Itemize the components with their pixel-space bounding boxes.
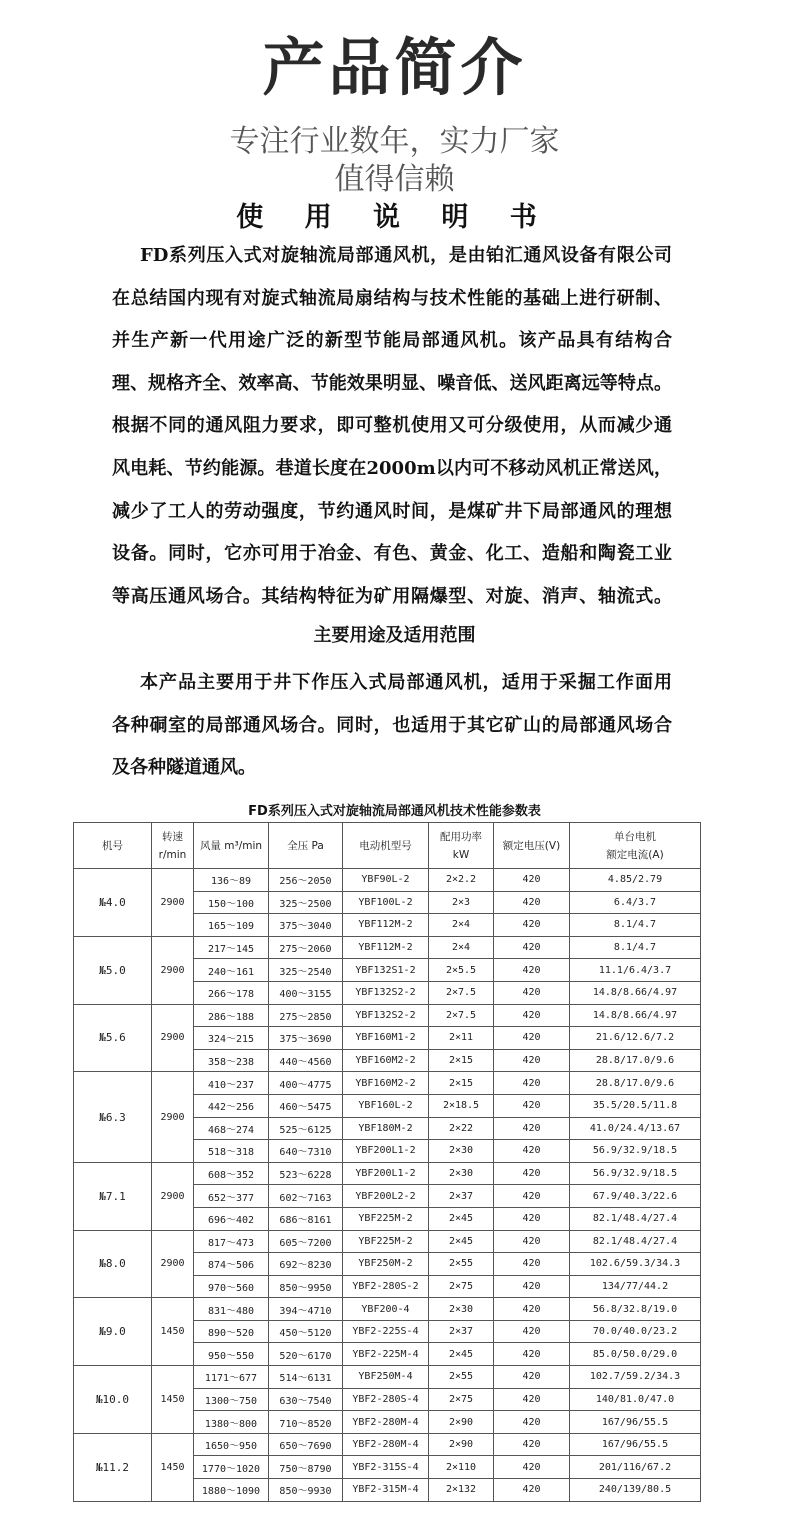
cell-airflow: 817～473 [194,1230,269,1253]
cell-pressure: 630～7540 [269,1388,343,1411]
cell-speed: 2900 [152,936,194,1004]
cell-voltage: 420 [494,1253,570,1276]
spec-table [73,822,701,1502]
cell-pressure: 710～8520 [269,1411,343,1434]
cell-model: №5.0 [74,936,152,1004]
cell-current: 140/81.0/47.0 [570,1388,701,1411]
cell-current: 134/77/44.2 [570,1275,701,1298]
cell-pressure: 400～3155 [269,981,343,1004]
cell-current: 56.8/32.8/19.0 [570,1298,701,1321]
cell-voltage: 420 [494,1162,570,1185]
cell-current: 14.8/8.66/4.97 [570,1004,701,1027]
table-row [74,1298,701,1321]
cell-motor: YBF2-315M-4 [343,1479,429,1502]
cell-motor: YBF200L2-2 [343,1185,429,1208]
cell-pressure: 520～6170 [269,1343,343,1366]
cell-current: 82.1/48.4/27.4 [570,1230,701,1253]
cell-pressure: 514～6131 [269,1366,343,1389]
cell-pressure: 400～4775 [269,1072,343,1095]
cell-motor: YBF112M-2 [343,914,429,937]
cell-pressure: 275～2060 [269,936,343,959]
header-pressure: 全压 Pa [269,823,343,869]
cell-power: 2×132 [429,1479,494,1502]
cell-power: 2×30 [429,1162,494,1185]
cell-voltage: 420 [494,1479,570,1502]
cell-power: 2×30 [429,1140,494,1163]
cell-pressure: 375～3040 [269,914,343,937]
cell-airflow: 874～506 [194,1253,269,1276]
cell-airflow: 136～89 [194,869,269,892]
cell-power: 2×4 [429,914,494,937]
table-row [74,1162,701,1185]
cell-pressure: 450～5120 [269,1320,343,1343]
cell-voltage: 420 [494,1185,570,1208]
table-row [74,1230,701,1253]
cell-airflow: 324～215 [194,1027,269,1050]
cell-power: 2×7.5 [429,1004,494,1027]
cell-airflow: 442～256 [194,1094,269,1117]
usage-paragraph [112,662,672,790]
intro-line: FD系列压入式对旋轴流局部通风机，是由铂汇通风设备有限公司 [140,245,672,266]
cell-airflow: 165～109 [194,914,269,937]
cell-speed: 2900 [152,1230,194,1298]
cell-power: 2×5.5 [429,959,494,982]
table-header-row [74,823,701,869]
cell-motor: YBF160M2-2 [343,1072,429,1095]
cell-pressure: 525～6125 [269,1117,343,1140]
cell-voltage: 420 [494,1049,570,1072]
cell-motor: YBF100L-2 [343,891,429,914]
cell-airflow: 890～520 [194,1320,269,1343]
cell-motor: YBF160L-2 [343,1094,429,1117]
cell-power: 2×75 [429,1388,494,1411]
cell-airflow: 240～161 [194,959,269,982]
cell-airflow: 970～560 [194,1275,269,1298]
header-voltage: 额定电压(V) [494,823,570,869]
cell-power: 2×37 [429,1320,494,1343]
cell-current: 201/116/67.2 [570,1456,701,1479]
cell-power: 2×55 [429,1366,494,1389]
cell-pressure: 440～4560 [269,1049,343,1072]
cell-power: 2×55 [429,1253,494,1276]
cell-power: 2×37 [429,1185,494,1208]
cell-speed: 2900 [152,1162,194,1230]
cell-voltage: 420 [494,891,570,914]
cell-voltage: 420 [494,1072,570,1095]
cell-airflow: 266～178 [194,981,269,1004]
cell-airflow: 217～145 [194,936,269,959]
cell-airflow: 831～480 [194,1298,269,1321]
cell-power: 2×90 [429,1433,494,1456]
cell-motor: YBF2-225M-4 [343,1343,429,1366]
cell-power: 2×45 [429,1343,494,1366]
cell-motor: YBF160M2-2 [343,1049,429,1072]
usage-line: 各种硐室的局部通风场合。同时，也适用于其它矿山的局部通风场合 [112,714,672,736]
usage-heading: 主要用途及适用范围 [313,625,476,646]
cell-airflow: 1380～800 [194,1411,269,1434]
cell-motor: YBF132S2-2 [343,1004,429,1027]
cell-airflow: 468～274 [194,1117,269,1140]
cell-pressure: 394～4710 [269,1298,343,1321]
cell-current: 102.7/59.2/34.3 [570,1366,701,1389]
cell-voltage: 420 [494,1094,570,1117]
cell-motor: YBF132S2-2 [343,981,429,1004]
cell-current: 240/139/80.5 [570,1479,701,1502]
slogan-line-2: 值得信赖 [334,162,455,197]
cell-pressure: 460～5475 [269,1094,343,1117]
cell-voltage: 420 [494,1388,570,1411]
cell-current: 82.1/48.4/27.4 [570,1207,701,1230]
cell-power: 2×75 [429,1275,494,1298]
cell-current: 41.0/24.4/13.67 [570,1117,701,1140]
cell-voltage: 420 [494,936,570,959]
header-speed: 转速 r/min [152,823,194,869]
cell-model: №7.1 [74,1162,152,1230]
cell-power: 2×7.5 [429,981,494,1004]
cell-airflow: 518～318 [194,1140,269,1163]
cell-pressure: 275～2850 [269,1004,343,1027]
cell-pressure: 686～8161 [269,1207,343,1230]
cell-motor: YBF250M-4 [343,1366,429,1389]
cell-motor: YBF200L1-2 [343,1140,429,1163]
cell-current: 167/96/55.5 [570,1411,701,1434]
cell-current: 8.1/4.7 [570,936,701,959]
cell-pressure: 375～3690 [269,1027,343,1050]
cell-airflow: 410～237 [194,1072,269,1095]
cell-voltage: 420 [494,1320,570,1343]
intro-line: 理、规格齐全、效率高、节能效果明显、噪音低、送风距离远等特点。 [112,372,672,394]
cell-motor: YBF2-280S-2 [343,1275,429,1298]
cell-current: 4.85/2.79 [570,869,701,892]
cell-speed: 1450 [152,1433,194,1501]
cell-motor: YBF200L1-2 [343,1162,429,1185]
cell-pressure: 605～7200 [269,1230,343,1253]
intro-paragraph [112,235,672,618]
cell-voltage: 420 [494,1456,570,1479]
usage-line: 及各种隧道通风。 [112,757,256,779]
header-airflow: 风量 m³/min [194,823,269,869]
cell-power: 2×18.5 [429,1094,494,1117]
cell-current: 11.1/6.4/3.7 [570,959,701,982]
cell-model: №9.0 [74,1298,152,1366]
cell-current: 28.8/17.0/9.6 [570,1049,701,1072]
cell-airflow: 1650～950 [194,1433,269,1456]
cell-pressure: 640～7310 [269,1140,343,1163]
cell-model: №5.6 [74,1004,152,1072]
cell-voltage: 420 [494,1298,570,1321]
cell-airflow: 696～402 [194,1207,269,1230]
cell-voltage: 420 [494,1027,570,1050]
cell-airflow: 1171～677 [194,1366,269,1389]
intro-line: 根据不同的通风阻力要求，即可整机使用又可分级使用，从而减少通 [112,415,672,437]
cell-current: 56.9/32.9/18.5 [570,1140,701,1163]
table-body [74,869,701,1502]
slogan-line-1: 专注行业数年，实力厂家 [229,124,560,159]
cell-current: 102.6/59.3/34.3 [570,1253,701,1276]
usage-line: 本产品主要用于井下作压入式局部通风机，适用于采掘工作面用 [140,672,672,693]
table-row [74,1072,701,1095]
cell-motor: YBF90L-2 [343,869,429,892]
cell-motor: YBF2-225S-4 [343,1320,429,1343]
cell-airflow: 608～352 [194,1162,269,1185]
cell-motor: YBF225M-2 [343,1207,429,1230]
cell-power: 2×4 [429,936,494,959]
header-motor: 电动机型号 [343,823,429,869]
cell-current: 70.0/40.0/23.2 [570,1320,701,1343]
table-row [74,1366,701,1389]
cell-motor: YBF132S1-2 [343,959,429,982]
cell-motor: YBF2-280M-4 [343,1433,429,1456]
header-power: 配用功率 kW [429,823,494,869]
cell-pressure: 325～2540 [269,959,343,982]
intro-line: 减少了工人的劳动强度，节约通风时间，是煤矿井下局部通风的理想 [112,500,672,522]
cell-power: 2×15 [429,1049,494,1072]
cell-voltage: 420 [494,981,570,1004]
cell-power: 2×2.2 [429,869,494,892]
cell-model: №6.3 [74,1072,152,1162]
cell-current: 8.1/4.7 [570,914,701,937]
cell-airflow: 1770～1020 [194,1456,269,1479]
intro-line: 设备。同时，它亦可用于冶金、有色、黄金、化工、造船和陶瓷工业 [112,543,672,565]
cell-airflow: 286～188 [194,1004,269,1027]
cell-voltage: 420 [494,1230,570,1253]
cell-speed: 2900 [152,869,194,937]
cell-motor: YBF180M-2 [343,1117,429,1140]
cell-power: 2×45 [429,1230,494,1253]
manual-heading: 使 用 说 明 书 [236,202,553,233]
cell-speed: 1450 [152,1298,194,1366]
cell-speed: 2900 [152,1072,194,1162]
cell-current: 21.6/12.6/7.2 [570,1027,701,1050]
cell-power: 2×90 [429,1411,494,1434]
cell-model: №4.0 [74,869,152,937]
cell-airflow: 150～100 [194,891,269,914]
cell-motor: YBF2-280S-4 [343,1388,429,1411]
cell-voltage: 420 [494,1117,570,1140]
table-row [74,936,701,959]
cell-voltage: 420 [494,1004,570,1027]
cell-motor: YBF225M-2 [343,1230,429,1253]
table-title: FD系列压入式对旋轴流局部通风机技术性能参数表 [248,804,541,819]
cell-voltage: 420 [494,1411,570,1434]
cell-voltage: 420 [494,1275,570,1298]
cell-model: №11.2 [74,1433,152,1501]
cell-current: 56.9/32.9/18.5 [570,1162,701,1185]
cell-power: 2×11 [429,1027,494,1050]
cell-airflow: 1300～750 [194,1388,269,1411]
cell-current: 14.8/8.66/4.97 [570,981,701,1004]
cell-voltage: 420 [494,869,570,892]
intro-line: 等高压通风场合。其结构特征为矿用隔爆型、对旋、消声、轴流式。 [112,585,672,607]
header-model: 机号 [74,823,152,869]
cell-power: 2×30 [429,1298,494,1321]
intro-line: 在总结国内现有对旋式轴流局扇结构与技术性能的基础上进行研制、 [112,287,672,309]
table-row [74,1004,701,1027]
cell-pressure: 692～8230 [269,1253,343,1276]
cell-motor: YBF160M1-2 [343,1027,429,1050]
cell-pressure: 750～8790 [269,1456,343,1479]
cell-power: 2×22 [429,1117,494,1140]
cell-voltage: 420 [494,1366,570,1389]
cell-voltage: 420 [494,1433,570,1456]
cell-model: №8.0 [74,1230,152,1298]
cell-airflow: 950～550 [194,1343,269,1366]
cell-power: 2×110 [429,1456,494,1479]
cell-current: 67.9/40.3/22.6 [570,1185,701,1208]
cell-pressure: 850～9930 [269,1479,343,1502]
cell-voltage: 420 [494,914,570,937]
cell-current: 35.5/20.5/11.8 [570,1094,701,1117]
cell-power: 2×15 [429,1072,494,1095]
cell-current: 6.4/3.7 [570,891,701,914]
cell-pressure: 850～9950 [269,1275,343,1298]
cell-current: 167/96/55.5 [570,1433,701,1456]
header-current: 单台电机 额定电流(A) [570,823,701,869]
cell-motor: YBF2-280M-4 [343,1411,429,1434]
cell-motor: YBF2-315S-4 [343,1456,429,1479]
cell-voltage: 420 [494,1140,570,1163]
cell-airflow: 1880～1090 [194,1479,269,1502]
table-row [74,869,701,892]
cell-motor: YBF200-4 [343,1298,429,1321]
cell-voltage: 420 [494,1343,570,1366]
cell-current: 28.8/17.0/9.6 [570,1072,701,1095]
cell-power: 2×3 [429,891,494,914]
cell-power: 2×45 [429,1207,494,1230]
cell-current: 85.0/50.0/29.0 [570,1343,701,1366]
cell-airflow: 652～377 [194,1185,269,1208]
cell-voltage: 420 [494,959,570,982]
cell-speed: 2900 [152,1004,194,1072]
cell-motor: YBF112M-2 [343,936,429,959]
cell-speed: 1450 [152,1366,194,1434]
page-title: 产品简介 [262,31,527,104]
cell-motor: YBF250M-2 [343,1253,429,1276]
cell-pressure: 325～2500 [269,891,343,914]
cell-pressure: 256～2050 [269,869,343,892]
cell-voltage: 420 [494,1207,570,1230]
cell-airflow: 358～238 [194,1049,269,1072]
cell-pressure: 523～6228 [269,1162,343,1185]
cell-pressure: 650～7690 [269,1433,343,1456]
cell-pressure: 602～7163 [269,1185,343,1208]
cell-model: №10.0 [74,1366,152,1434]
intro-line: 风电耗、节约能源。巷道长度在2000m以内可不移动风机正常送风， [112,457,672,479]
intro-line: 并生产新一代用途广泛的新型节能局部通风机。该产品具有结构合 [112,330,672,352]
table-row [74,1433,701,1456]
